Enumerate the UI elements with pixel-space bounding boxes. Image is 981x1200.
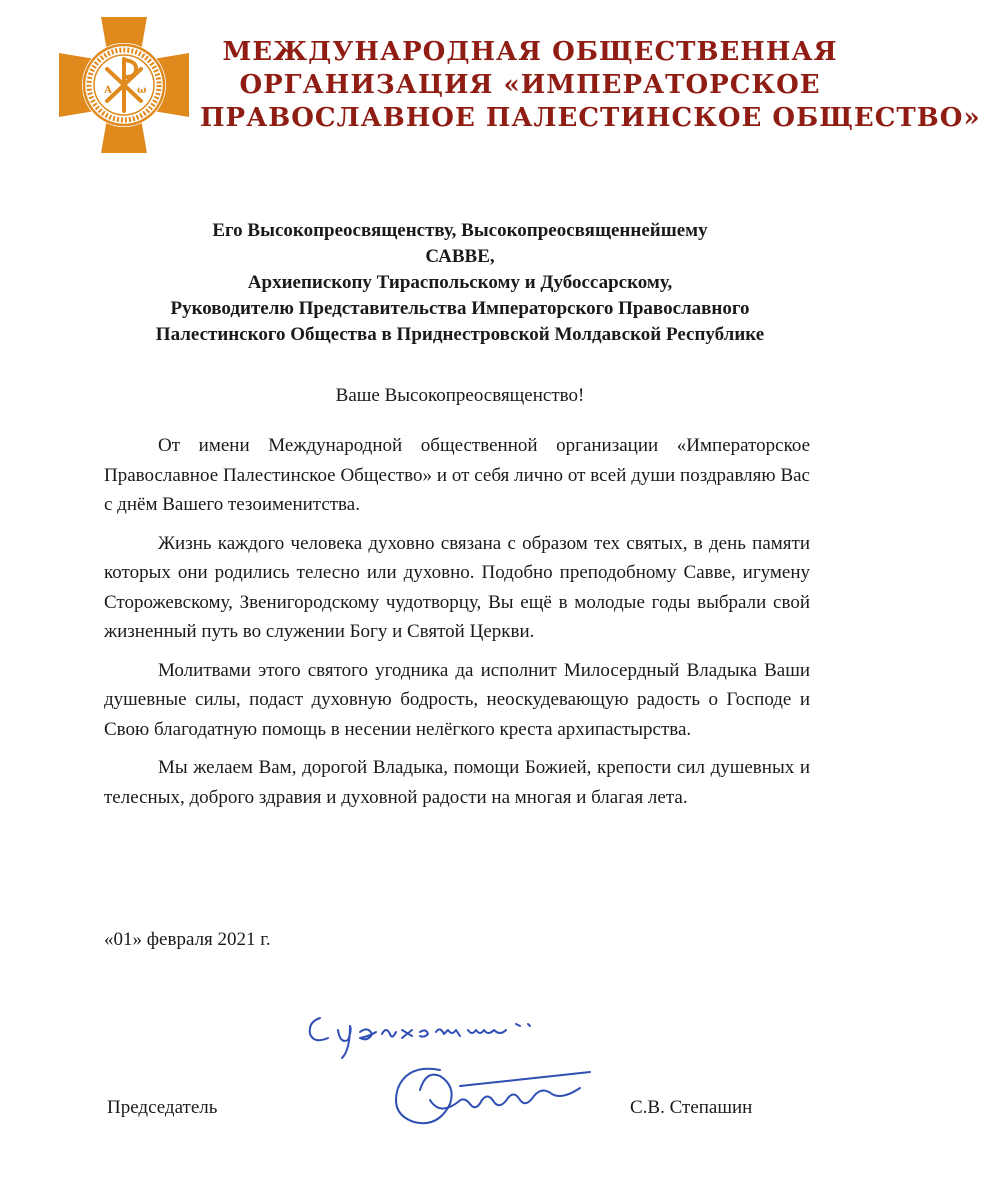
letter-body	[104, 431, 810, 821]
org-name-line-1: МЕЖДУНАРОДНАЯ ОБЩЕСТВЕННАЯ	[222, 37, 838, 67]
letter-date: «01» февраля 2021 г.	[104, 929, 271, 950]
addressee-line-2: САВВЕ,	[425, 246, 495, 267]
signer-position: Председатель	[107, 1097, 218, 1118]
body-paragraph: Молитвами этого святого угодника да исполнит Милосердный Владыка Ваши душевные силы, подаст духовную бодрость, неоскудевающую радость о Господе и Свою благодатную помощь в несении нелёгкого креста архипастырства.	[104, 659, 810, 740]
addressee-line-5: Палестинского Общества в Приднестровской Молдавской Республике	[155, 324, 765, 345]
orthodox-cross-chi-rho-seal-icon	[57, 15, 191, 155]
addressee-line-1: Его Высокопреосвященству, Высокопреосвященнейшему	[212, 220, 708, 241]
addressee-block	[60, 218, 860, 348]
body-paragraph: От имени Международной общественной организации «Императорское Православное Палестинское Общество» и от себя лично от всей души поздравляю Вас с днём Вашего тезоименитства.	[104, 435, 810, 515]
body-paragraph: Мы желаем Вам, дорогой Владыка, помощи Божией, крепости сил душевных и телесных, доброго здравия и духовной радости на многая и благая лета.	[104, 757, 810, 808]
body-paragraph: Жизнь каждого человека духовно связана с образом тех святых, в день памяти которых они родились телесно или духовно. Подобно преподобному Савве, игумену Сторожевскому, Звенигородскому чудотворцу, Вы ещё в молодые годы выбрали свой жизненный путь во служении Богу и Святой Церкви.	[104, 532, 810, 642]
handwritten-signature	[290, 1000, 620, 1150]
signer-name: С.В. Степашин	[630, 1097, 753, 1118]
addressee-line-4: Руководителю Представительства Императорского Православного	[170, 298, 750, 319]
salutation: Ваше Высокопреосвященство!	[335, 385, 585, 406]
svg-text:А: А	[104, 85, 113, 96]
svg-text:ω: ω	[137, 85, 147, 96]
org-name-line-2: ОРГАНИЗАЦИЯ «ИМПЕРАТОРСКОЕ	[239, 70, 821, 100]
org-name-line-3: ПРАВОСЛАВНОЕ ПАЛЕСТИНСКОЕ ОБЩЕСТВО»	[200, 103, 981, 133]
addressee-line-3: Архиепископу Тираспольскому и Дубоссарскому,	[247, 272, 673, 293]
organization-name	[200, 36, 981, 135]
